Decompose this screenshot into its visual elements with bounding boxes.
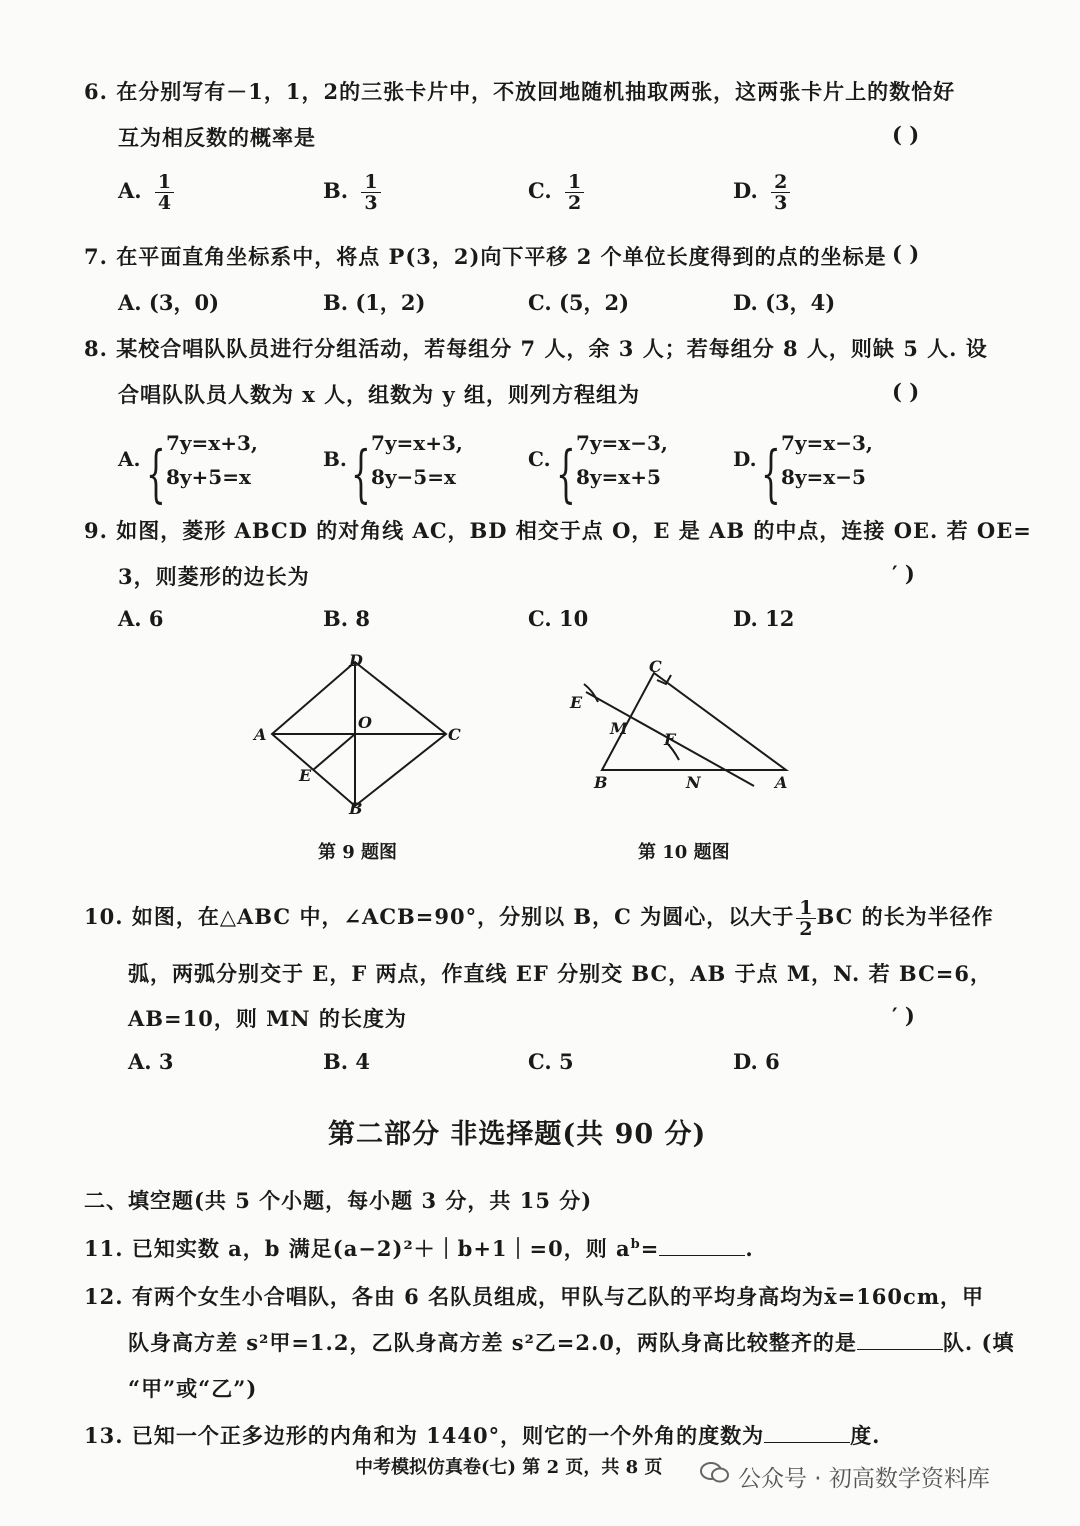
q8-stem-line2: 合唱队队员人数为 x 人，组数为 y 组，则列方程组为: [118, 382, 640, 407]
q9-option-b: B. 8: [323, 606, 370, 631]
equation-2: 8y=x+5: [576, 465, 661, 489]
q12-text-end: 队. (填: [942, 1330, 1015, 1355]
q10-option-d: D. 6: [733, 1049, 780, 1074]
label-e: E: [299, 766, 312, 785]
q13-text: 13. 已知一个正多边形的内角和为 1440°，则它的一个外角的度数为: [84, 1423, 765, 1448]
numerator: 1: [796, 898, 816, 919]
option-label: A.: [118, 178, 142, 203]
brace: {: [556, 437, 576, 510]
q12-text: 队身高方差 s²甲=1.2，乙队身高方差 s²乙=2.0，两队身高比较整齐的是: [128, 1330, 857, 1355]
q6-option-d: [733, 172, 790, 213]
q7-option-c: C. (5，2): [528, 290, 630, 315]
q6-stem-line2: 互为相反数的概率是: [118, 125, 316, 150]
denominator: 2: [799, 918, 814, 940]
q8-option-c: [528, 431, 718, 510]
equation-1: 7y=x+3,: [371, 431, 463, 455]
figure-9-rhombus: [250, 648, 470, 820]
brace: {: [146, 437, 166, 510]
equation-2: 8y−5=x: [371, 465, 456, 489]
label-m: M: [610, 719, 628, 738]
figure-10-triangle: [562, 652, 802, 794]
label-e: E: [570, 693, 583, 712]
q6-option-b: [323, 172, 381, 213]
label-n: N: [686, 773, 701, 792]
numerator: 1: [565, 172, 584, 193]
fraction: [361, 172, 380, 213]
q12-stem-line2: [128, 1327, 1014, 1357]
segment-oe: [313, 734, 355, 770]
brace: {: [761, 437, 781, 510]
q10-stem-line1: [84, 898, 994, 939]
exponent: b: [630, 1237, 641, 1252]
q7-answer-bracket: ( ): [892, 241, 920, 266]
option-label: A.: [118, 447, 141, 471]
option-label: D.: [733, 447, 757, 471]
brace: {: [351, 437, 371, 510]
denominator: 3: [774, 192, 788, 214]
q9-option-c: C. 10: [528, 606, 589, 631]
q13-stem: [84, 1420, 880, 1450]
q10-stem-line3: AB=10，则 MN 的长度为: [128, 1006, 407, 1031]
label-a: A: [254, 725, 267, 744]
fraction: [565, 172, 584, 213]
denominator: 2: [567, 192, 582, 214]
q8-answer-bracket: ( ): [892, 379, 920, 404]
option-label: D.: [733, 178, 758, 203]
equation-1: 7y=x−3,: [781, 431, 873, 455]
option-label: B.: [323, 178, 349, 203]
q6-option-c: [528, 172, 584, 213]
label-c: C: [649, 657, 662, 676]
q7-stem: 7. 在平面直角坐标系中，将点 P(3，2)向下平移 2 个单位长度得到的点的坐标是: [84, 244, 887, 269]
equation-1: 7y=x−3,: [576, 431, 668, 455]
option-label: C.: [528, 178, 552, 203]
q6-stem-line1: 6. 在分别写有－1，1，2的三张卡片中，不放回地随机抽取两张，这两张卡片上的数恰好: [84, 79, 956, 104]
answer-blank: [659, 1237, 745, 1256]
denominator: 3: [364, 192, 378, 214]
q10-option-b: B. 4: [323, 1049, 370, 1074]
q9-option-d: D. 12: [733, 606, 795, 631]
q7-option-d: D. (3，4): [733, 290, 836, 315]
q8-option-a: [118, 431, 308, 510]
q11-equals: =: [640, 1236, 660, 1261]
fill-in-heading: 二、填空题(共 5 个小题，每小题 3 分，共 15 分): [84, 1188, 593, 1213]
answer-blank: [764, 1424, 850, 1443]
q10-stem-line2: 弧，两弧分别交于 E，F 两点，作直线 EF 分别交 BC，AB 于点 M，N. 若 BC=6，: [128, 961, 992, 986]
denominator: 4: [157, 192, 172, 214]
triangle-abc: [602, 673, 786, 770]
q10-text-part1: 10. 如图，在△ABC 中，∠ACB=90°，分别以 B，C 为圆心，以大于: [84, 904, 795, 929]
numerator: 1: [155, 172, 174, 193]
figure-9-caption: 第 9 题图: [318, 842, 398, 863]
label-f: F: [664, 730, 676, 749]
label-b: B: [594, 773, 608, 792]
q7-option-a: A. (3，0): [118, 290, 220, 315]
label-a: A: [775, 773, 788, 792]
equation-1: 7y=x+3,: [166, 431, 258, 455]
equation-2: 8y=x−5: [781, 465, 866, 489]
answer-blank: [857, 1331, 943, 1350]
numerator: 2: [771, 172, 790, 193]
label-o: O: [358, 713, 372, 732]
q9-stem-line2: 3，则菱形的边长为: [118, 564, 310, 589]
q8-option-d: [733, 431, 923, 510]
q10-answer-bracket: ′ ): [892, 1003, 915, 1028]
q8-option-b: [323, 431, 513, 510]
fraction: [771, 172, 790, 213]
q10-text-part2: BC 的长为半径作: [816, 904, 994, 929]
label-d: D: [349, 651, 363, 670]
q11-text: 11. 已知实数 a，b 满足(a−2)²＋｜b+1｜=0，则 a: [84, 1236, 631, 1261]
q6-answer-bracket: ( ): [892, 122, 920, 147]
part-two-title: 第二部分 非选择题(共 90 分): [328, 1119, 707, 1150]
watermark-text: 公众号 · 初高数学资料库: [738, 1466, 990, 1492]
page-footer: 中考模拟仿真卷(七) 第 2 页，共 8 页: [355, 1457, 663, 1478]
q9-stem-line1: 9. 如图，菱形 ABCD 的对角线 AC，BD 相交于点 O，E 是 AB 的中点，连接 OE. 若 OE=: [84, 518, 1032, 543]
q9-answer-bracket: ′ ): [892, 561, 915, 586]
q12-stem-line3: “甲”或“乙”): [128, 1376, 258, 1401]
q12-stem-line1: 12. 有两个女生小合唱队，各由 6 名队员组成，甲队与乙队的平均身高均为x̄=160cm，甲: [84, 1284, 985, 1309]
label-b: B: [349, 799, 363, 818]
q7-option-b: B. (1，2): [323, 290, 426, 315]
q9-option-a: A. 6: [118, 606, 164, 631]
q11-period: .: [745, 1236, 754, 1261]
option-label: B.: [323, 447, 347, 471]
option-label: C.: [528, 447, 551, 471]
figure-10-caption: 第 10 题图: [638, 842, 730, 863]
label-c: C: [448, 725, 461, 744]
q6-option-a: [118, 172, 174, 213]
q11-stem: [84, 1233, 754, 1263]
q10-option-c: C. 5: [528, 1049, 574, 1074]
q13-unit: 度.: [850, 1423, 881, 1448]
q10-option-a: A. 3: [128, 1049, 174, 1074]
fraction: [155, 172, 174, 213]
wechat-icon: [700, 1462, 730, 1482]
fraction-one-half: [796, 898, 816, 939]
q8-stem-line1: 8. 某校合唱队队员进行分组活动，若每组分 7 人，余 3 人；若每组分 8 人，则缺 5 人. 设: [84, 336, 988, 361]
numerator: 1: [361, 172, 380, 193]
equation-2: 8y+5=x: [166, 465, 251, 489]
